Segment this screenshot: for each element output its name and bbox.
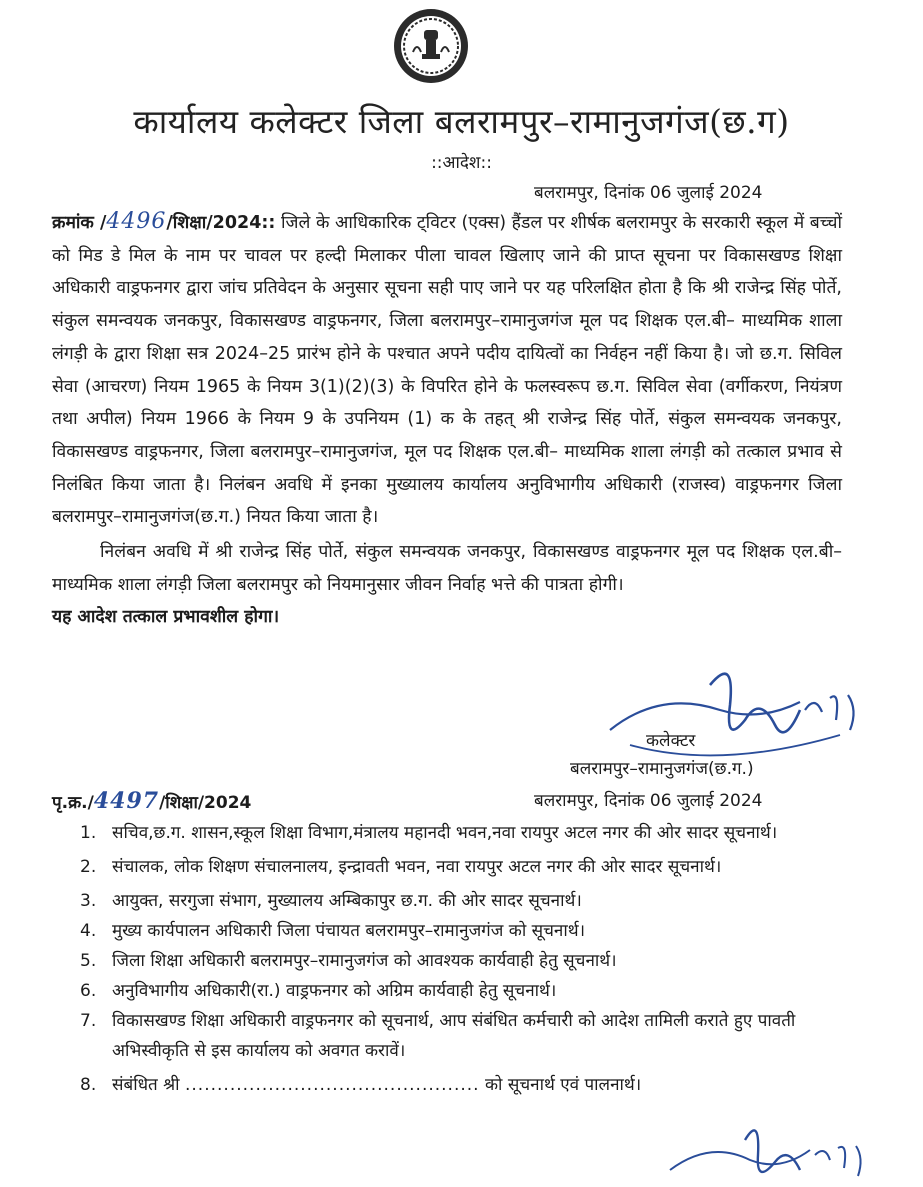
chhattisgarh-emblem-icon xyxy=(391,6,471,86)
order-body xyxy=(52,206,842,634)
order-heading: ::आदेश:: xyxy=(431,153,492,173)
order-date: बलरामपुर, दिनांक 06 जुलाई 2024 xyxy=(534,183,763,203)
order-ref-prefix: क्रमांक / xyxy=(52,213,107,233)
order-ref-number: 4496 xyxy=(106,209,167,234)
order-paragraph-1 xyxy=(52,206,842,534)
order-ref-suffix: /शिक्षा/2024:: xyxy=(166,213,276,233)
collector-signature-bottom-icon xyxy=(660,1110,880,1187)
endorsement-date: बलरामपुर, दिनांक 06 जुलाई 2024 xyxy=(534,791,763,811)
signer-designation: कलेक्टर xyxy=(646,731,696,751)
list-item: 6. अनुविभागीय अधिकारी(रा.) वाड्रफनगर को अग्रिम कार्यवाही हेतु सूचनार्थ। xyxy=(80,981,557,1001)
list-item: 5. जिला शिक्षा अधिकारी बलरामपुर–रामानुजगंज को आवश्यक कार्यवाही हेतु सूचनार्थ। xyxy=(80,951,617,971)
list-item: 1. सचिव,छ.ग. शासन,स्कूल शिक्षा विभाग,मंत्रालय महानदी भवन,नवा रायपुर अटल नगर की ओर सादर सूचनार्थ। xyxy=(80,823,778,843)
order-text-1: जिले के आधिकारिक ट्विटर (एक्स) हैंडल पर शीर्षक बलरामपुर के सरकारी स्कूल में बच्चों को मिड डे मिल के नाम पर चावल पर हल्दी मिलाकर पीला चावल खिलाए जाने की प्राप्त सूचना पर विकासखण्ड शिक्षा अधिकारी वाड्रफनगर द्वारा जांच प्रतिवेदन के अनुसार सूचना सही पाए जाने पर यह परिलक्षित होता है कि श्री राजेन्द्र सिंह पोर्ते, संकुल समन्वयक जनकपुर, विकासखण्ड वाड्रफनगर, जिला बलरामपुर–रामानुजगंज मूल पद शिक्षक एल.बी– माध्यमिक शाला लंगड़ी के द्वारा शिक्षा सत्र 2024–25 प्रारंभ होने के पश्चात अपने पदीय दायित्वों का निर्वहन नहीं किया है। जो छ.ग. सिविल सेवा (आचरण) नियम 1965 के नियम 3(1)(2)(3) के विपरित होने के फलस्वरूप छ.ग. सिविल सेवा (वर्गीकरण, नियंत्रण तथा अपील) नियम 1966 के नियम 9 के उपनियम (1) क के तहत् श्री राजेन्द्र सिंह पोर्ते, संकुल समन्वयक जनकपुर, विकासखण्ड वाड्रफनगर, जिला बलरामपुर–रामानुजगंज, मूल पद शिक्षक एल.बी– माध्यमिक शाला लंगड़ी को तत्काल प्रभाव से निलंबित किया जाता है। निलंबन अवधि में इनका मुख्यालय कार्यालय अनुविभागीय अधिकारी (राजस्व) वाड्रफनगर जिला बलरामपुर–रामानुजगंज(छ.ग.) नियत किया जाता है। xyxy=(52,213,842,528)
endorsement-ref-suffix: /शिक्षा/2024 xyxy=(159,793,252,813)
list-item: 3. आयुक्त, सरगुजा संभाग, मुख्यालय अम्बिकापुर छ.ग. की ओर सादर सूचनार्थ। xyxy=(80,891,582,911)
signer-place: बलरामपुर–रामानुजगंज(छ.ग.) xyxy=(570,759,754,779)
order-effective-line: यह आदेश तत्काल प्रभावशील होगा। xyxy=(52,607,280,628)
endorsement-ref-number: 4497 xyxy=(93,788,160,814)
list-item: 4. मुख्य कार्यपालन अधिकारी जिला पंचायत बलरामपुर–रामानुजगंज को सूचनार्थ। xyxy=(80,921,586,941)
list-item: 8. संबंधित श्री .............................................. को सूचनार्थ एवं पालनार्थ। xyxy=(80,1075,642,1095)
list-item: 7. विकासखण्ड शिक्षा अधिकारी वाड्रफनगर को सूचनार्थ, आप संबंधित कर्मचारी को आदेश तामिली कराते हुए पावती अभिस्वीकृति से इस कार्यालय को अवगत करावें। xyxy=(80,1011,796,1061)
endorsement-ref-prefix: पृ.क्र./ xyxy=(52,793,94,813)
order-paragraph-2: निलंबन अवधि में श्री राजेन्द्र सिंह पोर्ते, संकुल समन्वयक जनकपुर, विकासखण्ड वाड्रफनगर मूल पद शिक्षक एल.बी– माध्यमिक शाला लंगड़ी जिला बलरामपुर को नियमानुसार जीवन निर्वाह भत्ते की पात्रता होगी। xyxy=(52,542,842,595)
list-item: 2. संचालक, लोक शिक्षण संचालनालय, इन्द्रावती भवन, नवा रायपुर अटल नगर की ओर सादर सूचनार्थ। xyxy=(80,857,722,877)
endorsement-ref xyxy=(52,788,251,814)
office-title: कार्यालय कलेक्टर जिला बलरामपुर–रामानुजगंज(छ.ग) xyxy=(133,102,790,141)
copy-to-list xyxy=(80,818,840,1100)
